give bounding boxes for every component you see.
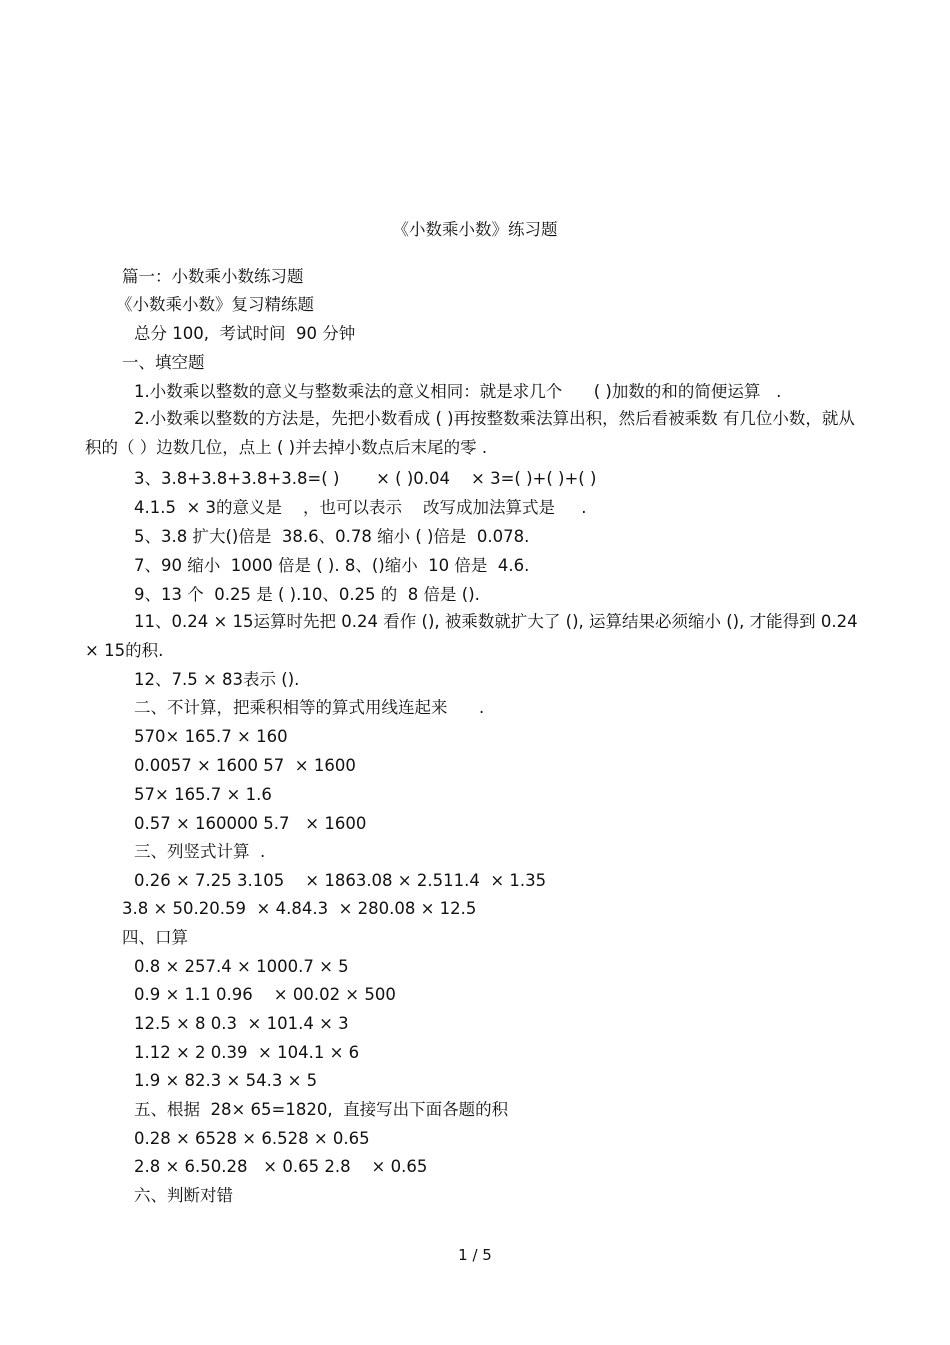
expression-line: 3.8 × 50.20.59 × 4.84.3 × 280.08 × 12.5 (122, 899, 477, 918)
subtitle: 《小数乘小数》复习精练题 (116, 295, 314, 314)
question-5: 5、3.8 扩大()倍是 38.6、0.78 缩小 ( )倍是 0.078. (134, 527, 530, 546)
question-3: 3、3.8+3.8+3.8+3.8=( ) × ( )0.04 × 3=( )+( )+( ) (134, 469, 597, 488)
question-1: 1.小数乘以整数的意义与整数乘法的意义相同：就是求几个 ( )加数的和的简便运算 . (134, 382, 782, 401)
expression-line: 0.28 × 6528 × 6.528 × 0.65 (134, 1129, 370, 1148)
expression-line: 0.57 × 160000 5.7 × 1600 (134, 814, 367, 833)
document-title: 《小数乘小数》练习题 (392, 220, 558, 239)
question-12: 12、7.5 × 83表示 (). (134, 670, 300, 689)
part-heading-vertical: 三、列竖式计算 . (134, 842, 266, 861)
expression-line: 12.5 × 8 0.3 × 101.4 × 3 (134, 1014, 349, 1033)
question-9: 9、13 个 0.25 是 ( ).10、0.25 的 8 倍是 (). (134, 585, 480, 604)
question-7: 7、90 缩小 1000 倍是 ( ). 8、()缩小 10 倍是 4.6. (134, 556, 530, 575)
part-heading-mental: 四、口算 (122, 928, 188, 947)
expression-line: 0.0057 × 1600 57 × 1600 (134, 756, 356, 775)
exam-info: 总分 100, 考试时间 90 分钟 (134, 324, 356, 343)
expression-line: 1.9 × 82.3 × 54.3 × 5 (134, 1071, 318, 1090)
question-2: 2.小数乘以整数的方法是，先把小数看成 ( )再按整数乘法算出积，然后看被乘数 有几位小数，就从积的（ ）边数几位，点上 ( )并去掉小数点后末尾的零 . (85, 409, 855, 457)
section-heading: 篇一：小数乘小数练习题 (122, 267, 304, 286)
question-4: 4.1.5 × 3的意义是 ，也可以表示 改写成加法算式是 . (134, 498, 587, 517)
expression-line: 0.8 × 257.4 × 1000.7 × 5 (134, 957, 349, 976)
expression-line: 570× 165.7 × 160 (134, 727, 288, 746)
part-heading-match: 二、不计算，把乘积相等的算式用线连起来 . (134, 698, 485, 717)
expression-line: 0.26 × 7.25 3.105 × 1863.08 × 2.511.4 × 1.35 (134, 871, 547, 890)
expression-line: 0.9 × 1.1 0.96 × 00.02 × 500 (134, 985, 396, 1004)
part-heading-judge: 六、判断对错 (134, 1186, 233, 1205)
page-number: 1 / 5 (458, 1246, 492, 1264)
expression-line: 1.12 × 2 0.39 × 104.1 × 6 (134, 1043, 360, 1062)
part-heading-fill-blank: 一、填空题 (122, 353, 205, 372)
question-11: 11、0.24 × 15运算时先把 0.24 看作 (), 被乘数就扩大了 (), 运算结果必须缩小 (), 才能得到 0.24 × 15的积. (85, 612, 858, 660)
expression-line: 57× 165.7 × 1.6 (134, 785, 272, 804)
expression-line: 2.8 × 6.50.28 × 0.65 2.8 × 0.65 (134, 1157, 428, 1176)
part-heading-derive: 五、根据 28× 65=1820, 直接写出下面各题的积 (134, 1100, 509, 1119)
